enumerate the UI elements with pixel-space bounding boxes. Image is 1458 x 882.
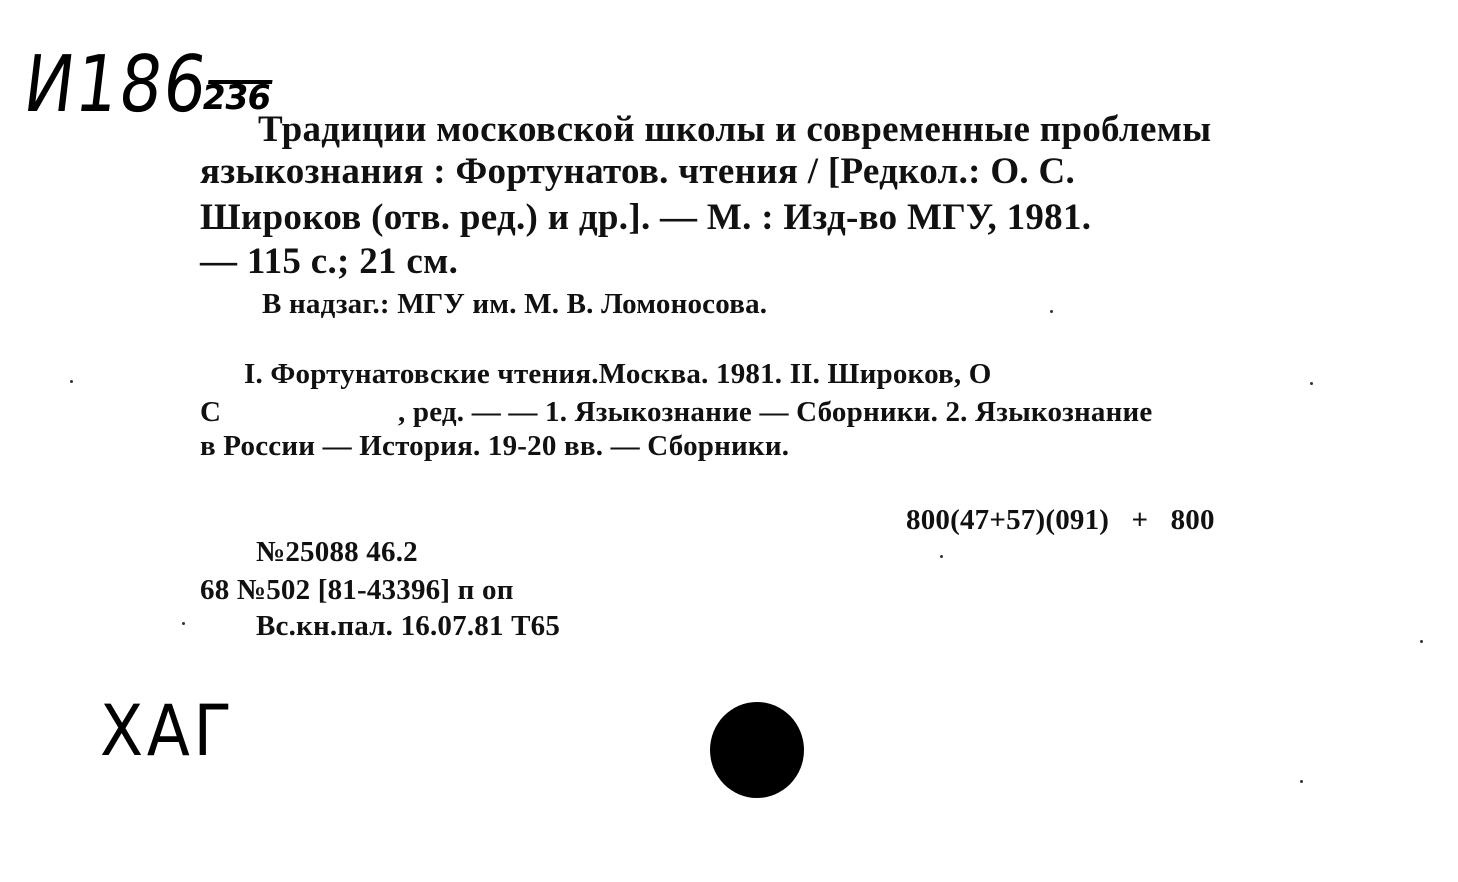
title-line-4: — 115 с.; 21 см. — [200, 241, 459, 282]
subjects-line-2-end: , ред. — — 1. Языкознание — Сборники. 2. Языкознание — [398, 396, 1153, 428]
speck — [1420, 640, 1423, 643]
number-line-3: Вс.кн.пал. 16.07.81 Т65 — [256, 610, 561, 642]
number-line-2: 68 №502 [81-43396] п оп — [200, 574, 514, 606]
shelf-mark-sub: 236 — [199, 78, 273, 118]
classification-index: 800(47+57)(091) + 800 — [906, 504, 1215, 536]
subjects-line-1: I. Фортунатовские чтения.Москва. 1981. II. Широков, О — [244, 358, 992, 390]
speck — [70, 380, 73, 383]
handwritten-initials: ХАГ — [100, 690, 236, 772]
speck — [182, 622, 185, 625]
speck — [1310, 382, 1313, 385]
punch-hole — [710, 702, 804, 798]
shelf-mark: И186 — [19, 40, 213, 130]
subjects-line-3: в России — История. 19-20 вв. — Сборники. — [200, 430, 790, 462]
speck — [1050, 310, 1053, 313]
subjects-line-2-start: С — [200, 396, 222, 428]
note-line: В надзаг.: МГУ им. М. В. Ломоносова. — [262, 288, 768, 320]
title-line-3: Широков (отв. ред.) и др.]. — М. : Изд-во МГУ, 1981. — [200, 197, 1092, 238]
title-line-1: Традиции московской школы и современные проблемы — [258, 109, 1212, 150]
title-line-2: языкознания : Фортунатов. чтения / [Редкол.: О. С. — [200, 151, 1076, 192]
speck — [940, 555, 943, 558]
number-line-1: №25088 46.2 — [256, 536, 418, 568]
speck — [1300, 780, 1303, 783]
